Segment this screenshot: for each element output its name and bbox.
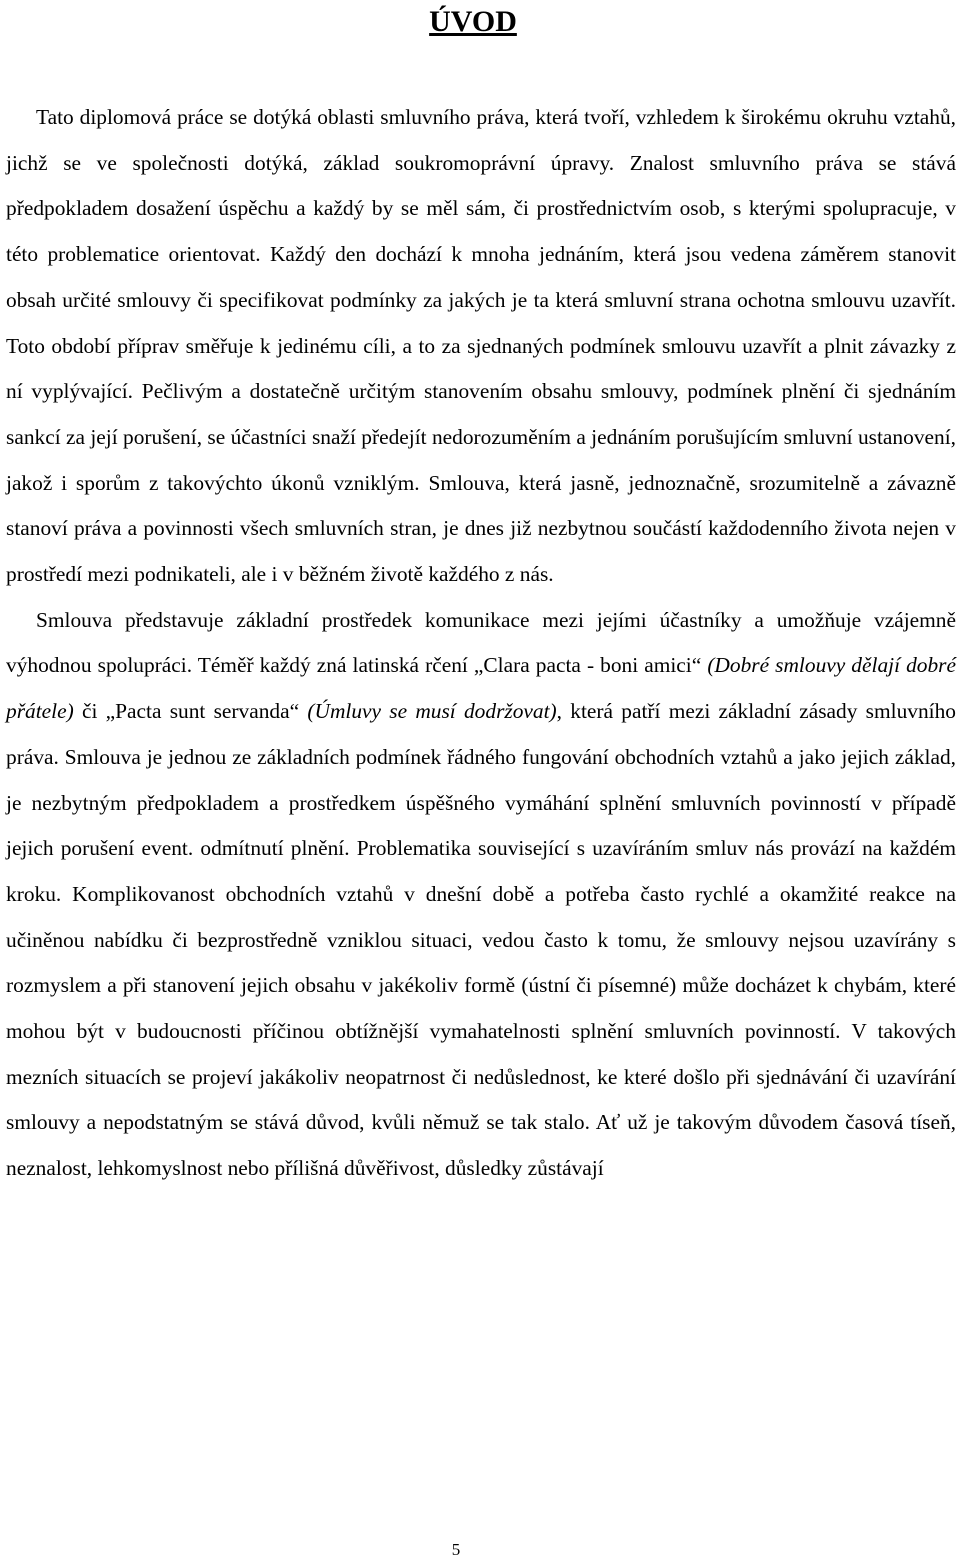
body-text (6, 95, 956, 1192)
paragraph-2-text-part-1: Smlouva představuje základní prostředek komunikace mezi jejími účastníky a umožňuje vzájemně výhodnou spolupráci. Téměř každý zná latinská rčení „Clara pacta - boni amici“ (6, 607, 956, 678)
paragraph-1 (6, 95, 956, 598)
paragraph-2-text-part-3: , která patří mezi základní zásady smluvního práva. Smlouva je jednou ze základních podmínek řádného fungování obchodních vztahů a jako jejich základ, je nezbytným předpokladem a prostředkem úspěšného vymáhání splnění smluvních povinností v případě jejich porušení event. odmítnutí plnění. Problematika související s uzavíráním smluv nás provází na každém kroku. Komplikovanost obchodních vztahů v dnešní době a potřeba často rychlé a okamžité reakce na učiněnou nabídku či bezprostředně vzniklou situaci, vedou často k tomu, že smlouvy nejsou uzavírány s rozmyslem a při stanovení jejich obsahu v jakékoliv formě (ústní či písemné) může docházet k chybám, které mohou být v budoucnosti příčinou obtížnější vymahatelnosti splnění smluvních povinností. V takových mezních situacích se projeví jakákoliv neopatrnost či nedůslednost, ke které došlo při sjednávání či uzavírání smlouvy a nepodstatným se stává důvod, kvůli němuž se tak stalo. Ať už je takovým důvodem časová tíseň, neznalost, lehkomyslnost nebo přílišná důvěřivost, důsledky zůstávají (6, 699, 956, 1181)
latin-translation-1: (Dobré smlouvy dělají dobré přátele) (6, 653, 956, 724)
latin-translation-2: (Úmluvy se musí dodržovat) (307, 699, 557, 724)
paragraph-1-text: Tato diplomová práce se dotýká oblasti smluvního práva, která tvoří, vzhledem k širokému okruhu vztahů, jichž se ve společnosti dotýká, základ soukromoprávní úpravy. Znalost smluvního práva se stává předpokladem dosažení úspěchu a každý by se měl sám, či prostřednictvím osob, s kterými spolupracuje, v této problematice orientovat. Každý den dochází k mnoha jednáním, která jsou vedena záměrem stanovit obsah určité smlouvy či specifikovat podmínky za jakých je ta která smluvní strana ochotna smlouvu uzavřít. Toto období příprav směřuje k jedinému cíli, a to za sjednaných podmínek smlouvu uzavřít a plnit závazky z ní vyplývající. Pečlivým a dostatečně určitým stanovením obsahu smlouvy, podmínek plnění či sjednáním sankcí za její porušení, se účastníci snaží předejít nedorozuměním a jednáním porušujícím smluvní ustanovení, jakož i sporům z takovýchto úkonů vzniklým. Smlouva, která jasně, jednoznačně, srozumitelně a závazně stanoví práva a povinnosti všech smluvních stran, je dnes již nezbytnou součástí každodenního života nejen v prostředí mezi podnikateli, ale i v běžném životě každého z nás. (6, 105, 956, 587)
page-title: ÚVOD (429, 5, 517, 38)
page-number: 5 (451, 1540, 461, 1559)
paragraph-2 (6, 598, 956, 1192)
paragraph-2-text-part-2: či „Pacta sunt servanda“ (73, 699, 308, 724)
